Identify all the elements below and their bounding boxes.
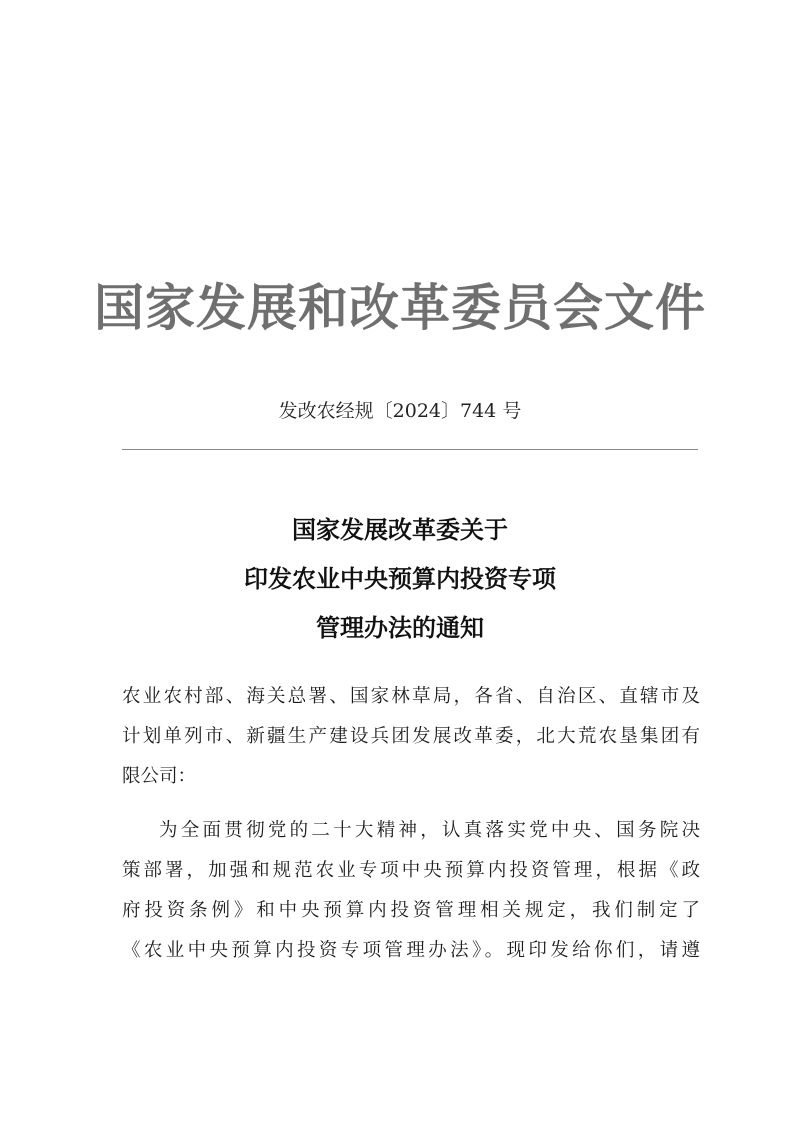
title-line: 国家发展改革委关于 <box>292 516 508 544</box>
issuer-header: 国家发展和改革委员会文件 <box>94 278 706 337</box>
header-divider <box>122 449 698 450</box>
document-body <box>122 677 700 971</box>
document-number: 发改农经规〔2024〕744 号 <box>278 400 522 422</box>
recipients <box>122 677 700 797</box>
title-line: 印发农业中央预算内投资专项 <box>244 565 556 593</box>
title-line: 管理办法的通知 <box>316 614 484 642</box>
paragraph-line: 府投资条例》和中央预算内投资管理相关规定，我们制定了 <box>122 900 700 921</box>
body-paragraph <box>122 811 700 971</box>
document-title <box>0 506 800 653</box>
paragraph-line: 策部署，加强和规范农业专项中央预算内投资管理，根据《政 <box>122 860 700 881</box>
recipients-line: 限公司： <box>122 766 197 787</box>
paragraph-line: 为全面贯彻党的二十大精神，认真落实党中央、国务院决 <box>159 820 700 841</box>
recipients-line: 计划单列市、新疆生产建设兵团发展改革委，北大荒农垦集团有 <box>122 726 700 747</box>
recipients-line: 农业农村部、海关总署、国家林草局，各省、自治区、直辖市及 <box>122 686 700 707</box>
paragraph-line: 《农业中央预算内投资专项管理办法》。现印发给你们，请遵 <box>122 940 700 961</box>
paragraph-gap <box>122 797 700 811</box>
